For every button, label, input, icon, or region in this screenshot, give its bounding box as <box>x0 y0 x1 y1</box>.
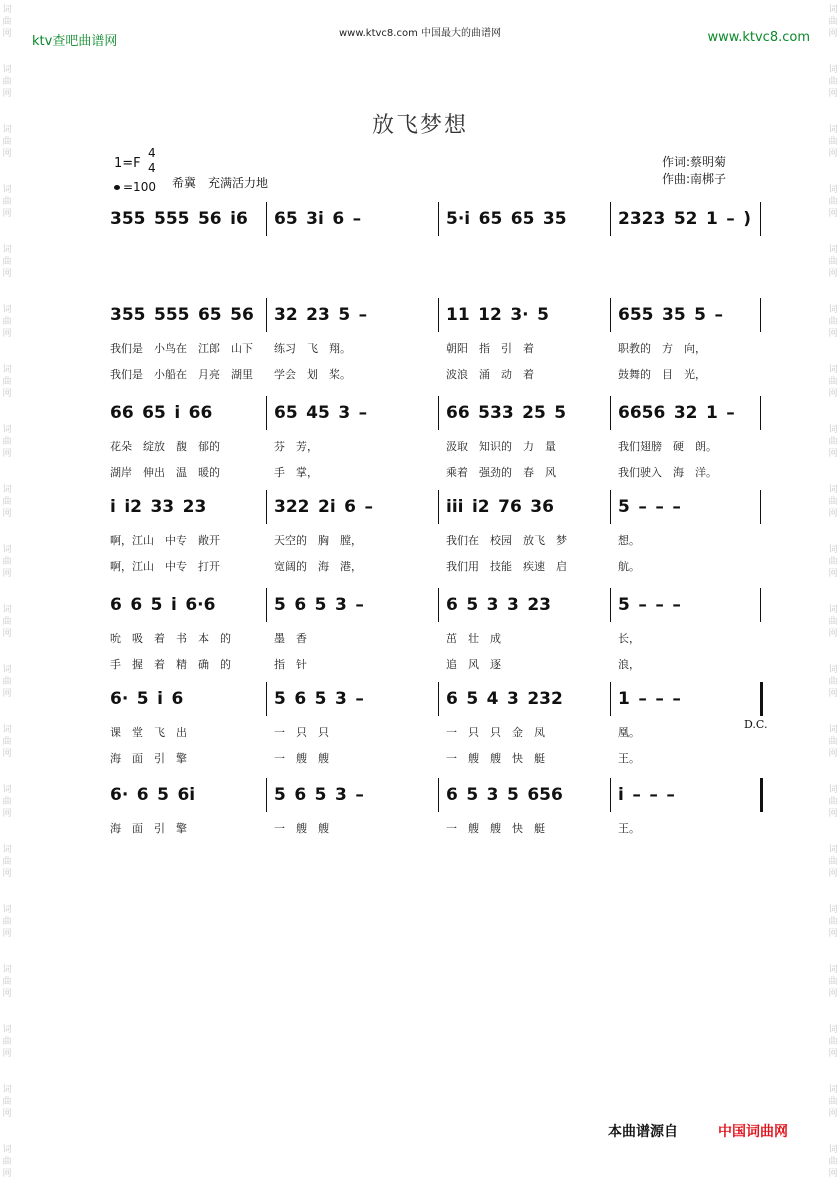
watermark-text: 词 曲 网 <box>2 365 12 399</box>
measure: 6656 32 1 – <box>618 403 735 423</box>
measure: 6 6 5 i 6·6 <box>110 595 216 615</box>
notation-line <box>108 778 768 812</box>
score-system <box>108 588 768 671</box>
lyric-segment: 王。 <box>618 822 640 835</box>
tempo-value: =100 <box>123 180 156 194</box>
notation-line <box>108 588 768 622</box>
watermark-text: 词 曲 网 <box>828 5 838 39</box>
barline <box>610 588 611 622</box>
watermark-text: 词 曲 网 <box>2 785 12 819</box>
measure: i – – – <box>618 785 675 805</box>
lyric-line <box>108 724 768 738</box>
lyric-segment: 一 艘 艘 快 艇 <box>446 752 545 765</box>
lyric-segment: 一 艘 艘 <box>274 752 329 765</box>
lyric-segment: 浪， <box>618 658 640 671</box>
site-url-right[interactable]: www.ktvc8.com <box>707 30 810 45</box>
lyric-segment: 我们是 小船在 月亮 湖里 <box>110 368 253 381</box>
barline <box>438 202 439 236</box>
measure: 66 65 i 66 <box>110 403 213 423</box>
watermark-text: 词 曲 网 <box>828 425 838 459</box>
lyric-segment: 一 只 只 金 凤 <box>446 726 545 739</box>
watermark-text: 词 曲 网 <box>828 185 838 219</box>
measure: 65 3i 6 – <box>274 209 362 229</box>
lyric-segment: 汲取 知识的 力 量 <box>446 440 556 453</box>
watermark-text: 词 曲 网 <box>828 725 838 759</box>
lyric-segment: 墨 香 <box>274 632 307 645</box>
time-signature-bottom: 4 <box>148 161 156 175</box>
lyric-segment: 我们驶入 海 洋。 <box>618 466 717 479</box>
lyric-segment: 一 艘 艘 <box>274 822 329 835</box>
watermark-text: 词 曲 网 <box>2 5 12 39</box>
footer-brand[interactable]: 中国词曲网 <box>718 1124 788 1140</box>
final-barline <box>760 396 761 430</box>
half-note-icon <box>114 185 120 190</box>
watermark-text: 词 曲 网 <box>2 1025 12 1059</box>
watermark-text: 词 曲 网 <box>828 245 838 279</box>
measure: 6· 5 i 6 <box>110 689 184 709</box>
lyric-line <box>108 558 768 572</box>
watermark-text: 词 曲 网 <box>2 1085 12 1119</box>
notation-line <box>108 682 768 716</box>
measure: 5·i 65 65 35 <box>446 209 567 229</box>
watermark-text: 词 曲 网 <box>2 605 12 639</box>
barline <box>438 298 439 332</box>
final-barline <box>760 202 761 236</box>
measure: 655 35 5 – <box>618 305 723 325</box>
lyric-segment: 啊，江山 中专 打开 <box>110 560 220 573</box>
final-barline <box>760 778 763 812</box>
lyric-segment: 海 面 引 擎 <box>110 822 187 835</box>
barline <box>266 588 267 622</box>
site-slogan: www.ktvc8.com 中国最大的曲谱网 <box>338 28 501 39</box>
measure: 66 533 25 5 <box>446 403 567 423</box>
watermark-text: 词 曲 网 <box>2 125 12 159</box>
watermark-text: 词 曲 网 <box>828 1025 838 1059</box>
barline <box>266 778 267 812</box>
watermark-text: 词 曲 网 <box>2 665 12 699</box>
watermark-text: 词 曲 网 <box>828 485 838 519</box>
measure: iii i2 76 36 <box>446 497 554 517</box>
final-barline <box>760 298 761 332</box>
lyric-segment: 海 面 引 擎 <box>110 752 187 765</box>
barline <box>438 682 439 716</box>
measure: 5 6 5 3 – <box>274 689 364 709</box>
lyric-segment: 啊，江山 中专 敞开 <box>110 534 220 547</box>
measure: 355 555 56 i6 <box>110 209 248 229</box>
lyric-line <box>108 366 768 380</box>
lyric-line <box>108 438 768 452</box>
notation-line <box>108 396 768 430</box>
song-title: 放飞梦想 <box>371 113 468 138</box>
barline <box>266 202 267 236</box>
watermark-text: 词 曲 网 <box>2 905 12 939</box>
watermark-text: 词 曲 网 <box>828 305 838 339</box>
lyric-segment: 波浪 涌 动 着 <box>446 368 534 381</box>
lyric-line <box>108 820 768 834</box>
notation-line <box>108 202 768 236</box>
time-signature <box>148 146 156 176</box>
measure: i i2 33 23 <box>110 497 207 517</box>
lyric-segment: 天空的 胸 膛， <box>274 534 362 547</box>
measure: 5 – – – <box>618 595 681 615</box>
barline <box>610 490 611 524</box>
measure: 355 555 65 56 <box>110 305 254 325</box>
expression-marking: 希冀 充满活力地 <box>172 176 269 190</box>
left-watermark-strip <box>0 0 14 1179</box>
lyric-segment: 课 堂 飞 出 <box>110 726 187 739</box>
composer-credit: 作曲:南梆子 <box>662 172 727 186</box>
lyric-segment: 我们用 技能 疾速 启 <box>446 560 567 573</box>
footer-source-label: 本曲谱源自 <box>608 1124 678 1140</box>
lyric-segment: 一 艘 艘 快 艇 <box>446 822 545 835</box>
lyric-segment: 朝阳 指 引 着 <box>446 342 534 355</box>
lyric-segment: 指 针 <box>274 658 307 671</box>
lyric-segment: 职教的 方 向， <box>618 342 706 355</box>
watermark-text: 词 曲 网 <box>828 365 838 399</box>
lyric-segment: 茁 壮 成 <box>446 632 501 645</box>
measure: 32 23 5 – <box>274 305 368 325</box>
measure: 5 6 5 3 – <box>274 595 364 615</box>
barline <box>610 778 611 812</box>
watermark-text: 词 曲 网 <box>2 845 12 879</box>
lyric-segment: 宽阔的 海 港， <box>274 560 362 573</box>
watermark-text: 词 曲 网 <box>828 665 838 699</box>
lyric-segment: 花朵 绽放 馥 郁的 <box>110 440 220 453</box>
measure: 6 5 4 3 232 <box>446 689 563 709</box>
final-barline <box>760 490 761 524</box>
watermark-text: 词 曲 网 <box>2 245 12 279</box>
lyric-segment: 我们翅膀 硬 朗。 <box>618 440 717 453</box>
measure: 6· 6 5 6i <box>110 785 196 805</box>
notation-line <box>108 490 768 524</box>
lyric-segment: 芬 芳， <box>274 440 318 453</box>
barline <box>438 588 439 622</box>
lyric-segment: 追 风 逐 <box>446 658 501 671</box>
lyric-segment: 长， <box>618 632 640 645</box>
time-signature-top: 4 <box>148 146 156 160</box>
lyric-segment: 王。 <box>618 752 640 765</box>
score-system <box>108 778 768 835</box>
watermark-text: 词 曲 网 <box>828 125 838 159</box>
measure: 5 – – – <box>618 497 681 517</box>
lyric-segment: 鼓舞的 目 光， <box>618 368 706 381</box>
score-system <box>108 396 768 479</box>
barline <box>610 682 611 716</box>
watermark-text: 词 曲 网 <box>828 545 838 579</box>
measure: 6 5 3 5 656 <box>446 785 563 805</box>
lyric-line <box>108 532 768 546</box>
lyric-segment: 练习 飞 翔。 <box>274 342 351 355</box>
barline <box>438 490 439 524</box>
watermark-text: 词 曲 网 <box>828 605 838 639</box>
watermark-text: 词 曲 网 <box>828 1145 838 1179</box>
lyric-segment: 凰。 <box>618 726 640 739</box>
watermark-text: 词 曲 网 <box>2 185 12 219</box>
score-system <box>108 298 768 381</box>
lyric-segment: 一 只 只 <box>274 726 329 739</box>
watermark-text: 词 曲 网 <box>2 485 12 519</box>
lyric-segment: 我们在 校园 放飞 梦 <box>446 534 567 547</box>
barline <box>610 202 611 236</box>
lyric-line <box>108 656 768 670</box>
barline <box>266 682 267 716</box>
watermark-text: 词 曲 网 <box>2 425 12 459</box>
barline <box>266 298 267 332</box>
barline <box>266 490 267 524</box>
lyric-segment: 手 握 着 精 确 的 <box>110 658 231 671</box>
measure: 6 5 3 3 23 <box>446 595 551 615</box>
barline <box>610 396 611 430</box>
lyric-segment: 手 掌， <box>274 466 318 479</box>
lyric-line <box>108 464 768 478</box>
final-barline <box>760 682 763 716</box>
tempo-marking <box>114 180 156 194</box>
barline <box>266 396 267 430</box>
key-signature: 1=F <box>114 156 141 171</box>
watermark-text: 词 曲 网 <box>2 65 12 99</box>
barline <box>610 298 611 332</box>
measure: 1 – – – <box>618 689 681 709</box>
measure: 65 45 3 – <box>274 403 368 423</box>
watermark-text: 词 曲 网 <box>828 845 838 879</box>
notation-line <box>108 298 768 332</box>
watermark-text: 词 曲 网 <box>2 1145 12 1179</box>
right-watermark-strip <box>826 0 840 1179</box>
watermark-text: 词 曲 网 <box>828 965 838 999</box>
site-name-left[interactable]: ktv查吧曲谱网 <box>32 34 118 49</box>
lyric-segment: 我们是 小鸟在 江郎 山下 <box>110 342 253 355</box>
watermark-text: 词 曲 网 <box>2 545 12 579</box>
score-system <box>108 490 768 573</box>
measure: 2323 52 1 – ) <box>618 209 752 229</box>
lyric-segment: 航。 <box>618 560 640 573</box>
final-barline <box>760 588 761 622</box>
score-system <box>108 682 768 765</box>
barline <box>438 778 439 812</box>
lyric-segment: 吮 吸 着 书 本 的 <box>110 632 231 645</box>
watermark-text: 词 曲 网 <box>828 65 838 99</box>
lyric-line <box>108 750 768 764</box>
lyric-segment: 想。 <box>618 534 640 547</box>
watermark-text: 词 曲 网 <box>2 965 12 999</box>
lyric-segment: 湖岸 伸出 温 暖的 <box>110 466 220 479</box>
lyric-line <box>108 630 768 644</box>
lyric-segment: 乘着 强劲的 春 风 <box>446 466 556 479</box>
watermark-text: 词 曲 网 <box>828 905 838 939</box>
dc-marking: D.C. <box>744 718 768 731</box>
lyric-line <box>108 340 768 354</box>
measure: 322 2i 6 – <box>274 497 373 517</box>
watermark-text: 词 曲 网 <box>2 725 12 759</box>
measure: 5 6 5 3 – <box>274 785 364 805</box>
measure: 11 12 3· 5 <box>446 305 549 325</box>
watermark-text: 词 曲 网 <box>2 305 12 339</box>
score-system <box>108 202 768 236</box>
lyricist-credit: 作词:蔡明菊 <box>662 155 727 169</box>
watermark-text: 词 曲 网 <box>828 785 838 819</box>
lyric-segment: 学会 划 桨。 <box>274 368 351 381</box>
watermark-text: 词 曲 网 <box>828 1085 838 1119</box>
barline <box>438 396 439 430</box>
